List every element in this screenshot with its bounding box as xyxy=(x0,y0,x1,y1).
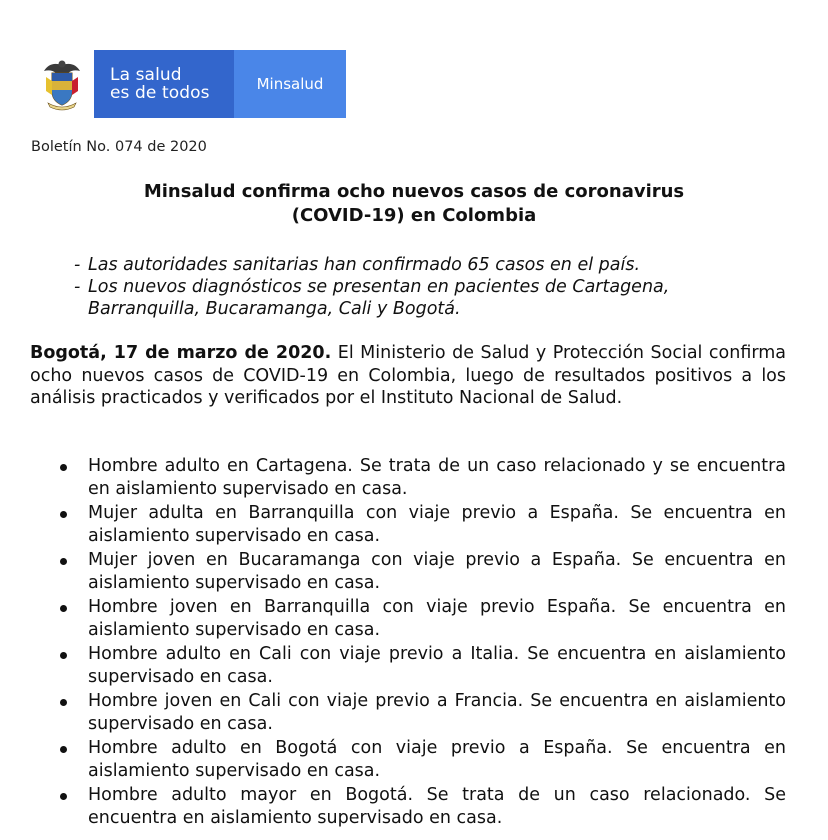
bullet-icon xyxy=(60,793,67,800)
case-item xyxy=(30,502,786,548)
intro-text: El Ministerio de Salud y Protección Social confirma ocho nuevos casos de COVID-19 en Colombia, luego de resultados positivos a los análisis practicados y verificados por el Instituto Nacional de Salud. xyxy=(30,343,786,408)
cases-list xyxy=(30,455,786,831)
dash-marker: - xyxy=(74,277,81,297)
case-item xyxy=(30,643,786,689)
bullet-icon xyxy=(60,652,67,659)
slogan-line-1: La salud xyxy=(110,65,182,85)
highlight-item xyxy=(60,276,780,320)
bulletin-number: Boletín No. 074 de 2020 xyxy=(31,139,207,155)
case-item xyxy=(30,690,786,736)
case-text: Hombre joven en Cali con viaje previo a Francia. Se encuentra en aislamiento supervisado en casa. xyxy=(88,691,786,734)
title-line-1: Minsalud confirma ocho nuevos casos de coronavirus xyxy=(143,181,685,202)
slogan-line-2: es de todos xyxy=(110,83,210,103)
logo-slogan-block xyxy=(30,50,234,118)
intro-paragraph xyxy=(30,342,786,410)
title-line-2: (COVID-19) en Colombia xyxy=(291,205,537,226)
case-text: Hombre adulto en Cali con viaje previo a Italia. Se encuentra en aislamiento supervisado en casa. xyxy=(88,644,786,687)
highlight-text: Las autoridades sanitarias han confirmado 65 casos en el país. xyxy=(88,255,641,275)
case-item xyxy=(30,549,786,595)
highlight-text: Los nuevos diagnósticos se presentan en pacientes de Cartagena, Barranquilla, Bucaramanga, Cali y Bogotá. xyxy=(88,277,670,319)
bullet-icon xyxy=(60,511,67,518)
case-text: Hombre adulto en Cartagena. Se trata de un caso relacionado y se encuentra en aislamiento supervisado en casa. xyxy=(88,456,786,499)
case-text: Hombre adulto en Bogotá con viaje previo a España. Se encuentra en aislamiento supervisado en casa. xyxy=(88,738,786,781)
case-item xyxy=(30,455,786,501)
brand-label: Minsalud xyxy=(234,50,346,118)
case-item xyxy=(30,784,786,830)
case-text: Mujer adulta en Barranquilla con viaje previo a España. Se encuentra en aislamiento supervisado en casa. xyxy=(88,503,786,546)
bullet-icon xyxy=(60,605,67,612)
case-text: Mujer joven en Bucaramanga con viaje previo a España. Se encuentra en aislamiento supervisado en casa. xyxy=(88,550,786,593)
dash-marker: - xyxy=(74,255,81,275)
minsalud-logo xyxy=(30,50,346,118)
case-text: Hombre joven en Barranquilla con viaje previo España. Se encuentra en aislamiento supervisado en casa. xyxy=(88,597,786,640)
bullet-icon xyxy=(60,464,67,471)
bullet-icon xyxy=(60,558,67,565)
bullet-icon xyxy=(60,746,67,753)
case-item xyxy=(30,596,786,642)
slogan xyxy=(94,66,210,102)
colombia-coat-of-arms-icon xyxy=(30,50,94,118)
bullet-icon xyxy=(60,699,67,706)
dateline: Bogotá, 17 de marzo de 2020. xyxy=(30,343,332,363)
highlights-list xyxy=(60,254,780,320)
case-text: Hombre adulto mayor en Bogotá. Se trata de un caso relacionado. Se encuentra en aislamiento supervisado en casa. xyxy=(88,785,786,828)
highlight-item xyxy=(60,254,780,276)
page-title xyxy=(0,180,828,228)
case-item xyxy=(30,737,786,783)
